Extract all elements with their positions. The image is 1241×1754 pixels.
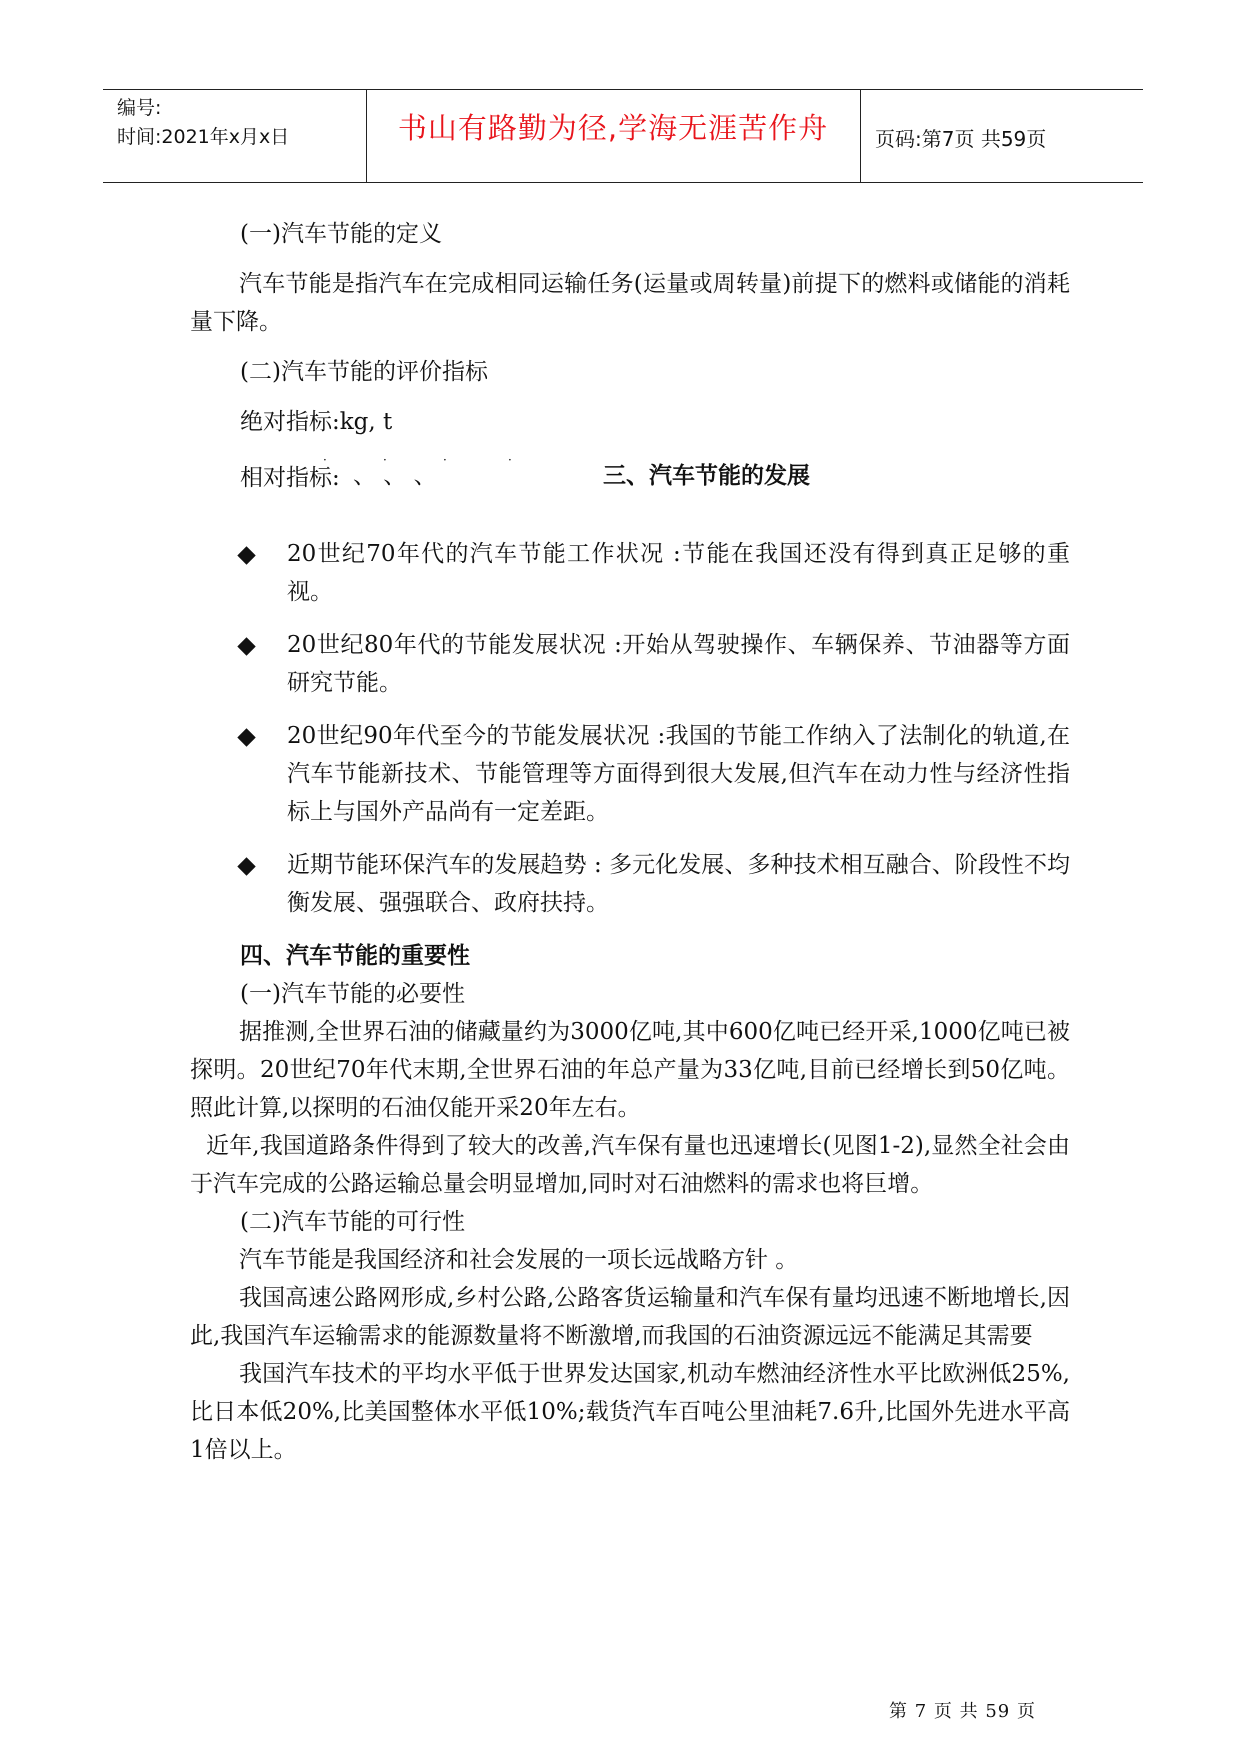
paragraph: 近年,我国道路条件得到了较大的改善,汽车保有量也迅速增长(见图1-2),显然全社会由于汽车完成的公路运输总量会明显增加,同时对石油燃料的需求也将巨增。 bbox=[190, 1133, 1070, 1197]
diamond-bullet-icon bbox=[237, 637, 255, 655]
list-item-text: 20世纪80年代的节能发展状况 :开始从驾驶操作、车辆保养、节油器等方面研究节能。 bbox=[287, 632, 1070, 696]
list-item-text: 20世纪70年代的汽车节能工作状况 :节能在我国还没有得到真正足够的重视。 bbox=[287, 541, 1070, 605]
section-title: (一)汽车节能的必要性 bbox=[240, 981, 465, 1007]
page-footer: 第 7 页 共 59 页 bbox=[889, 1701, 1036, 1722]
list-item-text: 近期节能环保汽车的发展趋势 : 多元化发展、多种技术相互融合、阶段性不均衡发展、强强联合、政府扶持。 bbox=[287, 852, 1070, 916]
header-meta bbox=[117, 94, 289, 152]
document-number-label: 编号: bbox=[117, 97, 162, 119]
artifact-dot: · bbox=[508, 453, 512, 467]
header-page-code: 页码:第7页 共59页 bbox=[875, 127, 1047, 151]
relative-index-line bbox=[190, 453, 1070, 499]
list-item bbox=[190, 846, 1070, 922]
paragraph: 汽车节能是指汽车在完成相同运输任务(运量或周转量)前提下的燃料或储能的消耗量下降。 bbox=[190, 271, 1070, 335]
paragraph: 据推测,全世界石油的储藏量约为3000亿吨,其中600亿吨已经开采,1000亿吨已被探明。20世纪70年代末期,全世界石油的年总产量为33亿吨,目前已经增长到50亿吨。照此计算,以探明的石油仅能开采20年左右。 bbox=[190, 1019, 1070, 1121]
heading-development: 三、汽车节能的发展 bbox=[603, 463, 810, 489]
absolute-index-line: 绝对指标:kg, t bbox=[240, 409, 393, 435]
list-item-text: 20世纪90年代至今的节能发展状况 :我国的节能工作纳入了法制化的轨道,在汽车节能新技术、节能管理等方面得到很大发展,但汽车在动力性与经济性指标上与国外产品尚有一定差距。 bbox=[287, 723, 1070, 825]
diamond-bullet-icon bbox=[237, 728, 255, 746]
development-list bbox=[190, 535, 1070, 922]
document-time-label: 时间:2021年x月x日 bbox=[117, 126, 290, 148]
relative-index-label: 相对指标: bbox=[240, 465, 340, 491]
paragraph: 我国汽车技术的平均水平低于世界发达国家,机动车燃油经济性水平比欧洲低25%,比日本低20%,比美国整体水平低10%;载货汽车百吨公里油耗7.6升,比国外先进水平高1倍以上。 bbox=[190, 1361, 1070, 1463]
section-title: (一)汽车节能的定义 bbox=[240, 221, 442, 247]
artifact-dot: · bbox=[443, 453, 447, 467]
section-title: (二)汽车节能的评价指标 bbox=[240, 359, 488, 385]
list-item bbox=[190, 535, 1070, 611]
artifact-dot: · bbox=[323, 453, 327, 467]
diamond-bullet-icon bbox=[237, 857, 255, 875]
page-header bbox=[103, 89, 1143, 183]
paragraph: 我国高速公路网形成,乡村公路,公路客货运输量和汽车保有量均迅速不断地增长,因此,我国汽车运输需求的能源数量将不断激增,而我国的石油资源远远不能满足其需要 bbox=[190, 1285, 1070, 1349]
paragraph: 汽车节能是我国经济和社会发展的一项长远战略方针 。 bbox=[239, 1247, 799, 1273]
list-item bbox=[190, 717, 1070, 831]
header-motto: 书山有路勤为径,学海无涯苦作舟 bbox=[397, 111, 829, 145]
artifact-dot: · bbox=[383, 453, 387, 467]
header-divider bbox=[366, 90, 367, 182]
heading-importance: 四、汽车节能的重要性 bbox=[240, 943, 470, 969]
header-divider bbox=[860, 90, 861, 182]
document-body bbox=[190, 215, 1070, 1469]
section-title: (二)汽车节能的可行性 bbox=[240, 1209, 465, 1235]
list-item bbox=[190, 626, 1070, 702]
diamond-bullet-icon bbox=[237, 546, 255, 564]
relative-index-separators: 、 、 、 bbox=[353, 463, 437, 489]
